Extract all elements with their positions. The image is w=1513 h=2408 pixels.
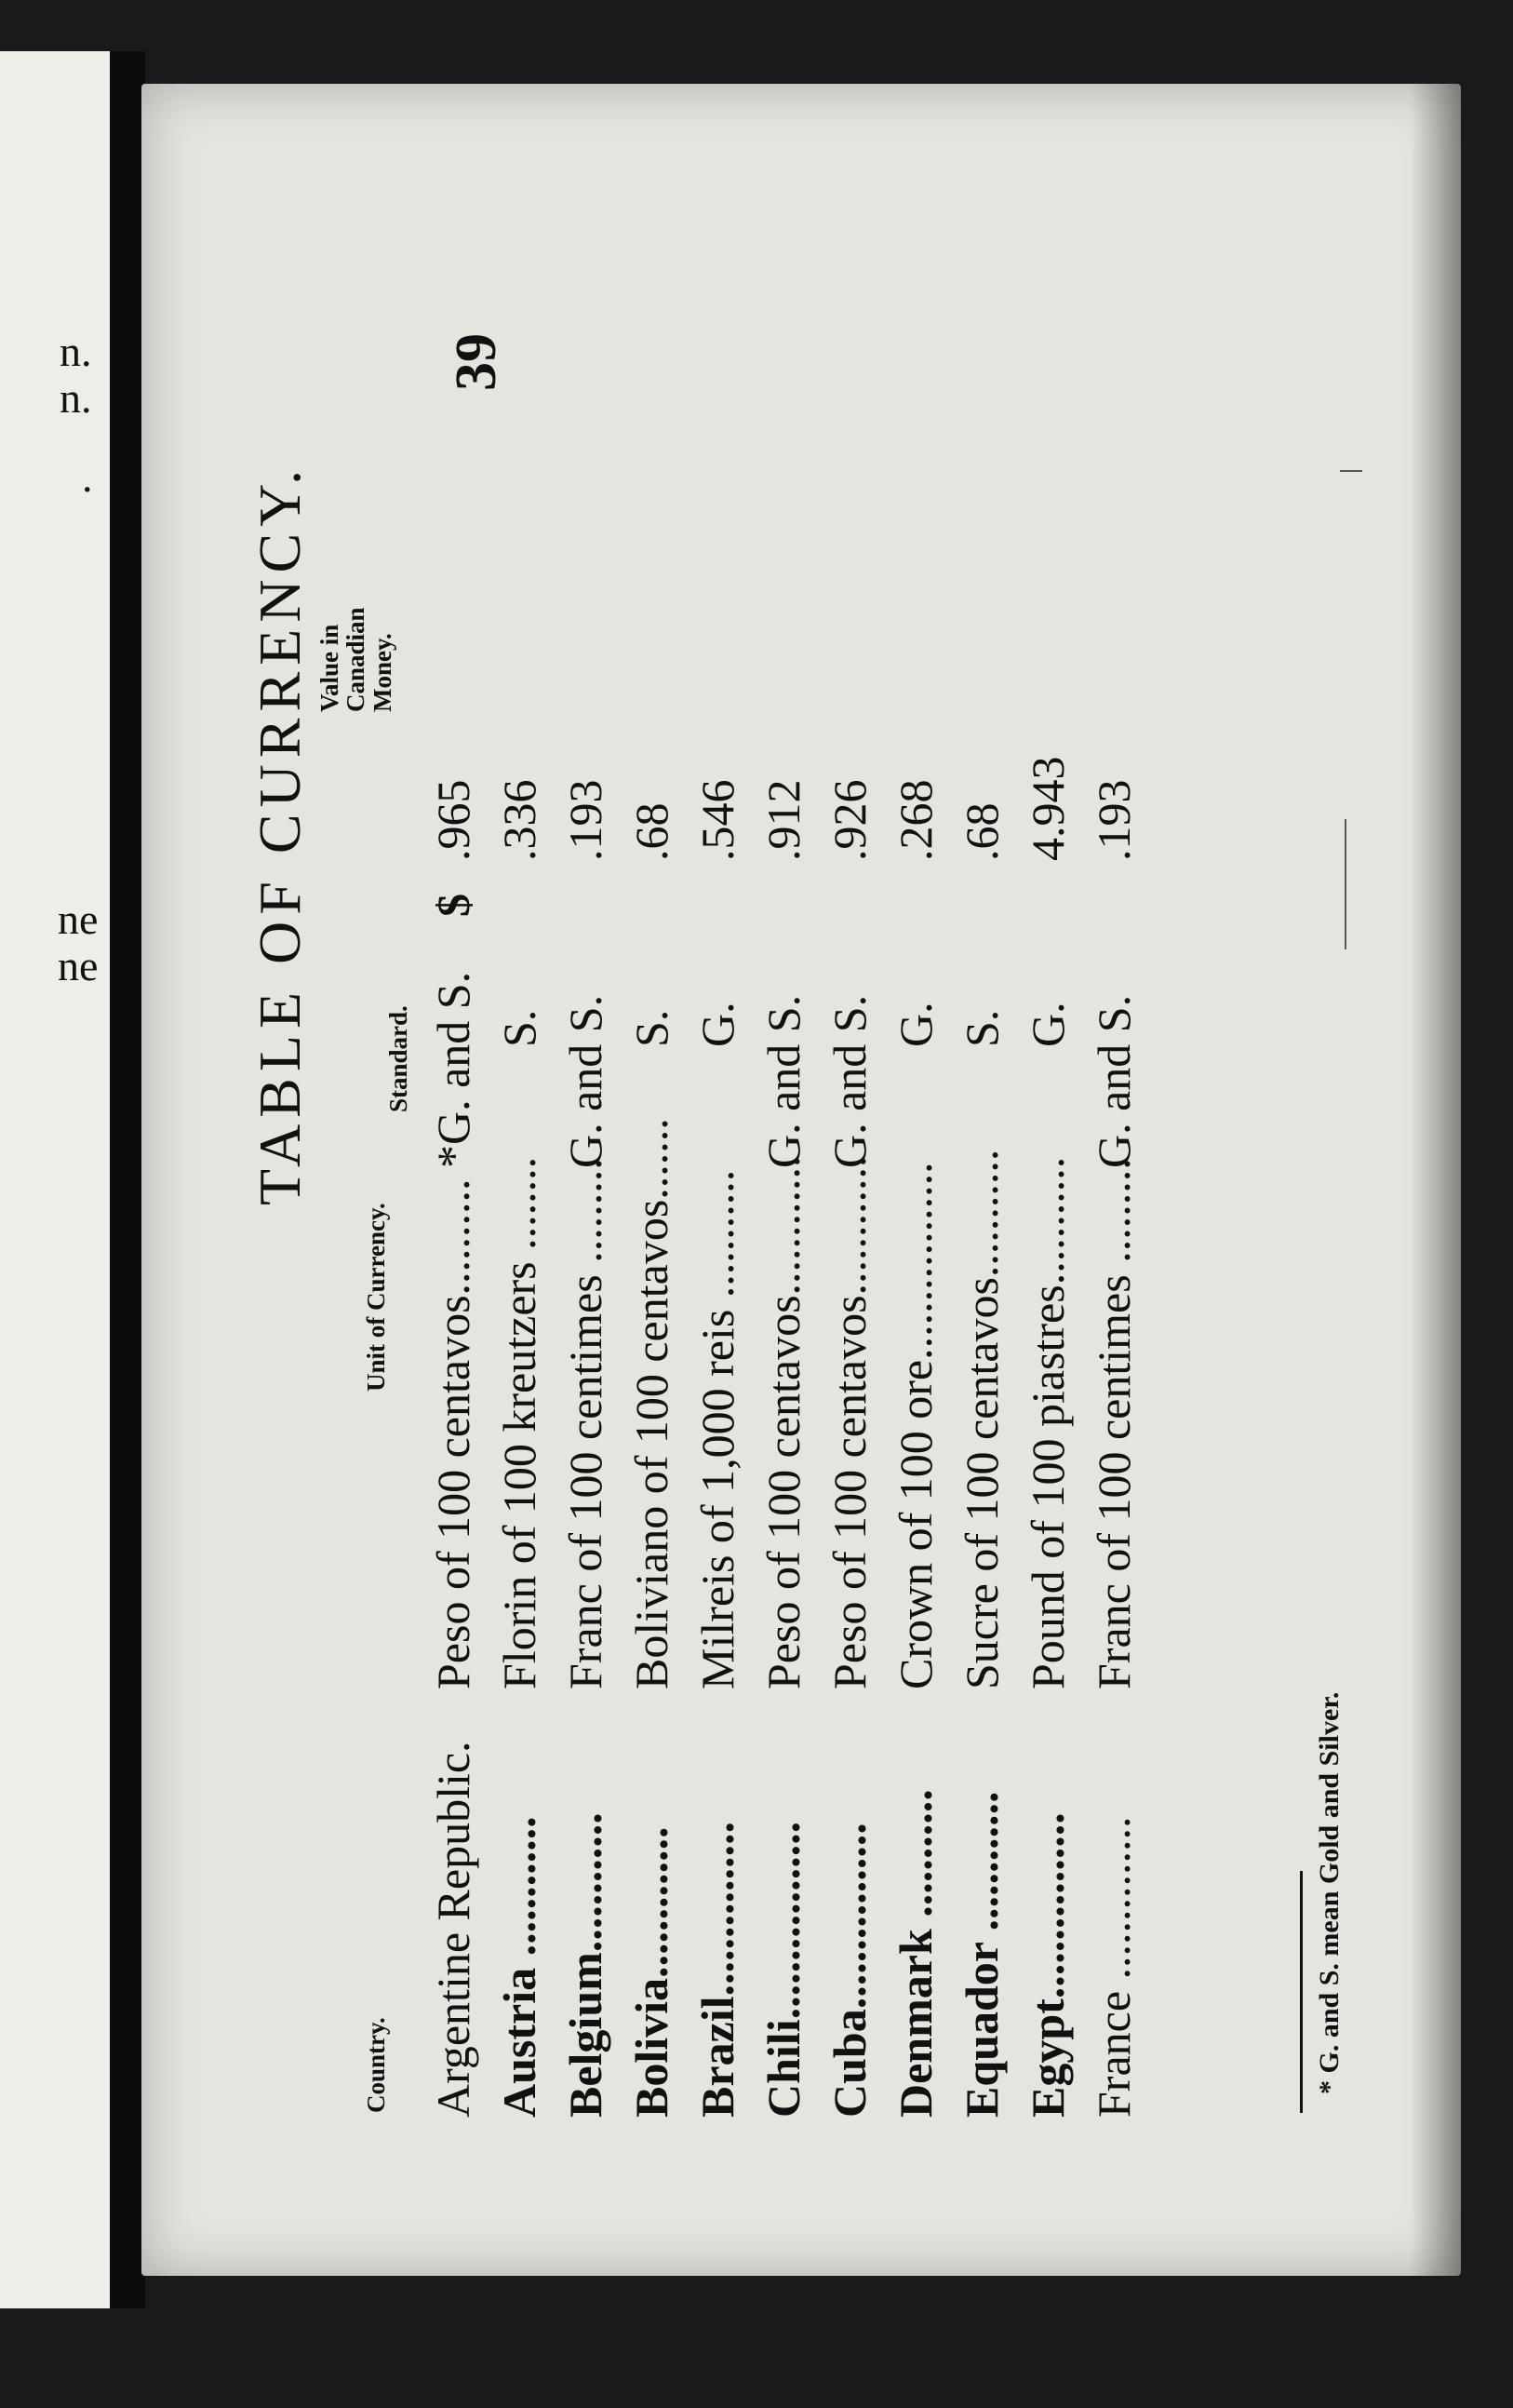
country-cell: Cuba................: [823, 1823, 876, 2118]
unit-cell: Peso of 100 centavos............: [757, 1155, 810, 1689]
country-cell: Brazil...............: [691, 1821, 743, 2118]
header-value-line: Canadian: [341, 607, 370, 712]
standard-cell: G. and S.: [1088, 994, 1140, 1168]
value-cell: .268: [890, 779, 942, 861]
unit-cell: Franc of 100 centimes .........: [1088, 1158, 1140, 1689]
unit-cell: Crown of 100 ore.................: [890, 1162, 942, 1689]
table-row: [553, 200, 619, 2118]
country-cell: Argentine Republic.: [427, 1741, 479, 2118]
value-cell: .546: [691, 779, 743, 861]
country-cell: Equador ............: [956, 1791, 1008, 2118]
header-unit: Unit of Currency.: [362, 1203, 390, 1392]
left-page-fragment: .: [82, 453, 93, 501]
table-row: [1015, 200, 1081, 2118]
unit-cell: Peso of 100 centavos..........: [427, 1178, 479, 1689]
value-cell: .68: [625, 802, 677, 861]
unit-cell: Pound of 100 piastres...........: [1022, 1156, 1074, 1689]
unit-cell: Sucre of 100 centavos...........: [956, 1149, 1008, 1689]
standard-cell: *G. and S.: [427, 971, 479, 1168]
table-row: [817, 200, 883, 2118]
value-cell: 4.943: [1022, 756, 1074, 861]
value-cell: .336: [493, 779, 545, 861]
table-row: [487, 200, 553, 2118]
left-page-fragment: ne: [58, 895, 99, 943]
value-cell: .193: [559, 779, 611, 861]
table-row: [751, 200, 817, 2118]
paper-speck: [1340, 470, 1362, 472]
paper-speck: [1345, 819, 1346, 949]
header-standard: Standard.: [384, 1005, 412, 1112]
unit-cell: Franc of 100 centimes .........: [559, 1158, 611, 1689]
left-page-fragment: n.: [60, 374, 92, 422]
standard-cell: G.: [890, 1002, 942, 1047]
table-row: [421, 200, 487, 2118]
book-page: [141, 84, 1461, 2276]
value-cell: .193: [1088, 779, 1140, 861]
left-page-fragment: n.: [60, 328, 92, 375]
standard-cell: G. and S.: [823, 994, 876, 1168]
table-row: [949, 200, 1015, 2118]
page-title: TABLE OF CURRENCY.: [247, 463, 313, 1205]
book-gutter: [110, 51, 145, 2308]
table-row: [685, 200, 751, 2118]
footnote-rule: [1300, 1871, 1303, 2113]
country-cell: Austria ............: [493, 1816, 545, 2118]
standard-cell: G. and S.: [757, 994, 810, 1168]
country-cell: France ..............: [1088, 1816, 1140, 2118]
country-cell: Bolivia.............: [625, 1826, 677, 2118]
country-cell: Denmark ...........: [890, 1789, 942, 2118]
page-number: 39: [445, 333, 508, 391]
previous-page-strip: [0, 51, 119, 2308]
unit-cell: Florin of 100 kreutzers ........: [493, 1156, 545, 1689]
header-value: [316, 607, 395, 712]
dollar-sign: $: [427, 894, 479, 917]
value-cell: .965: [427, 779, 479, 861]
country-cell: Chili.................: [757, 1821, 810, 2118]
header-value-line: Money.: [368, 633, 396, 712]
table-row: [1081, 200, 1147, 2118]
value-cell: .912: [757, 779, 810, 861]
table-row: [619, 200, 685, 2118]
table-row: [883, 200, 949, 2118]
standard-cell: G.: [1022, 1002, 1074, 1047]
standard-cell: S.: [956, 1009, 1008, 1047]
unit-cell: Milreis of 1,000 reis ...........: [691, 1169, 743, 1689]
country-cell: Egypt................: [1022, 1812, 1074, 2118]
standard-cell: G. and S.: [559, 994, 611, 1168]
standard-cell: G.: [691, 1002, 743, 1047]
header-value-line: Value in: [315, 624, 343, 712]
left-page-fragment: ne: [58, 942, 99, 989]
rotated-content: [141, 84, 1461, 2276]
country-cell: Belgium............: [559, 1812, 611, 2118]
standard-cell: S.: [493, 1009, 545, 1047]
value-cell: .926: [823, 779, 876, 861]
standard-cell: S.: [625, 1009, 677, 1047]
value-cell: .68: [956, 802, 1008, 861]
unit-cell: Peso of 100 centavos............: [823, 1155, 876, 1689]
unit-cell: Boliviano of 100 centavos.......: [625, 1118, 677, 1689]
footnote: * G. and S. mean Gold and Silver.: [1314, 1691, 1345, 2094]
currency-table: [421, 200, 1147, 2118]
header-country: Country.: [362, 2017, 390, 2113]
